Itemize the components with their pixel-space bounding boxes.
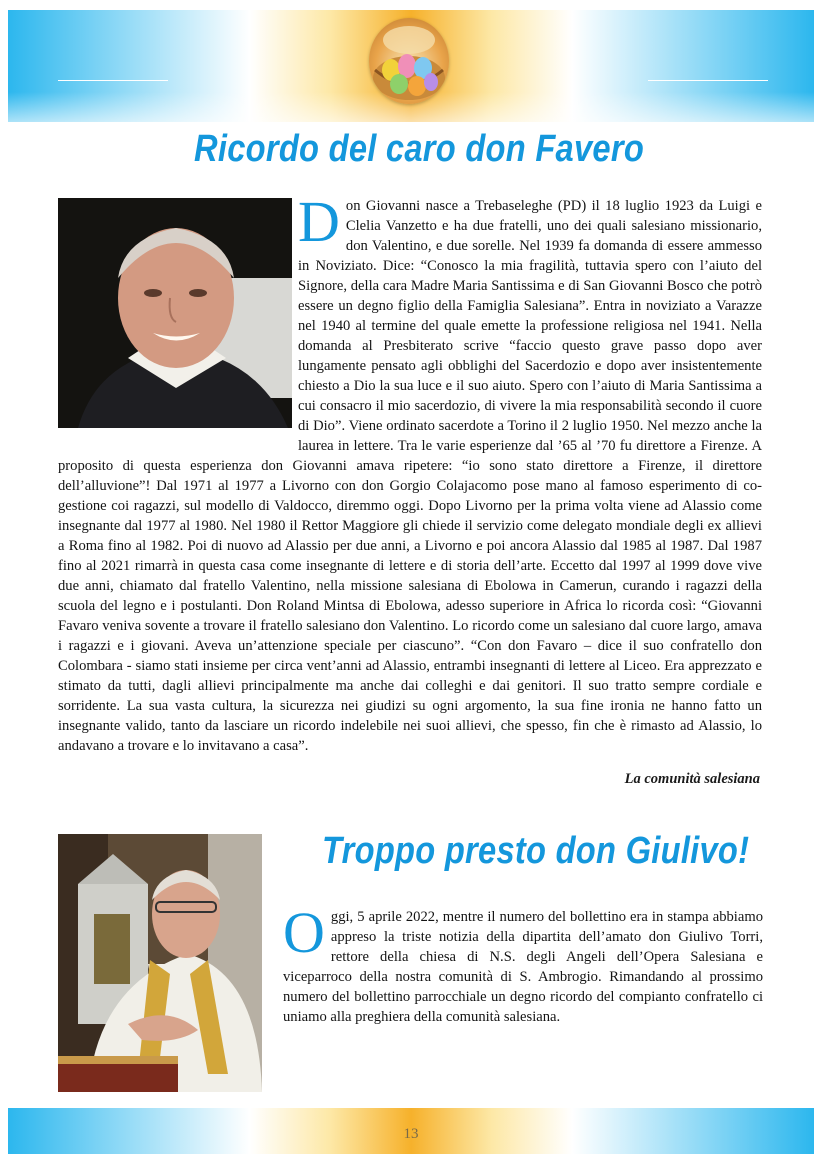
portrait-image-2: [58, 834, 262, 1092]
header-rule-right: [648, 80, 768, 81]
article-body-favero: [58, 189, 762, 756]
photo-wrap-spacer: [58, 196, 298, 444]
dropcap-o: O: [283, 900, 325, 965]
article-signature: La comunità salesiana: [624, 771, 760, 787]
article-body-text-2: ggi, 5 aprile 2022, mentre il numero del bollettino era in stampa abbiamo appreso la triste notizia della dipartita dell’amato don Giulivo Torri, rettore della chiesa di N.S. degli Angeli dell’Opera Salesiana e viceparroco della nostra comunità di S. Ambrogio. Rimandando al prossimo numero del bollettino parrocchiale un degno ricordo del compianto confratello ci uniamo alla preghiera della comunità salesiana.: [283, 909, 763, 1025]
article-title-favero: Ricordo del caro don Favero: [194, 128, 645, 170]
article-body-giulivo: [283, 900, 763, 1027]
dropcap-d: D: [298, 189, 340, 254]
article-title-giulivo: Troppo presto don Giulivo!: [322, 830, 750, 872]
page-number: 13: [403, 1126, 419, 1142]
easter-eggs-icon: [369, 18, 449, 104]
header-rule-left: [58, 80, 168, 81]
easter-basket-emblem: [369, 18, 449, 104]
portrait-photo-don-giulivo: [58, 834, 262, 1092]
article-body-text: on Giovanni nasce a Trebaseleghe (PD) il 18 luglio 1923 da Luigi e Clelia Vanzetto e ha due fratelli, uno dei quali salesiano missionario, don Valentino, e due sorelle. Nel 1939 fa domanda di essere ammesso in Noviziato. Dice: “Conosco la mia fragilità, tuttavia spero con l’aiuto del Signore, della cara Madre Maria Santissima e di San Giovanni Bosco che potrò essere un degno figlio della Famiglia Salesiana”. Entra in noviziato a Varazze nel 1940 al termine del quale emette la professione religiosa nel 1941. Nella domanda al Presbiterato scrive “faccio questo grave passo dopo aver lungamente pensato agli obblighi del Sacerdozio e dopo aver insistentemente chiesto a Dio la sua luce e il suo aiuto. Spero con l’aiuto di Maria Santissima a cui consacro il mio sacerdozio, di vivere la mia responsabilità secondo il cuore di Dio”. Viene ordinato sacerdote a Torino il 2 luglio 1950. Nel mezzo anche la laurea in lettere. Tra le varie esperienze dal ’65 al ’70 fu direttore a Firenze. A proposito di questa esperienza don Giovanni amava ripetere: “io sono stato direttore a Firenze, il direttore dell’alluvione”! Dal 1971 al 1977 a Livorno con don Gorgio Colajacomo pose mano al famoso esperimento di co-gestione coi ragazzi, sul modello di Valdocco, diremmo oggi. Dopo Livorno per la prima volta viene ad Alassio come insegnante dal 1977 al 1980. Nel 1980 il Rettor Maggiore gli chiede il servizio come delegato mondiale degli ex allievi a Roma fino al 1982. Poi di nuovo ad Alassio per due anni, a Livorno e poi ancora Alassio dal 1985 al 1987. Dal 1987 fino al 2021 rimarrà in questa casa come insegnante di lettere e di storia dell’arte. Eccetto dal 1997 al 1999 dove vive due anni, chiamato dal fratello Valentino, nella missione salesiana di Ebolowa in Camerun, curando i ragazzi della scuola del legno e i postulanti. Don Roland Mintsa di Ebolowa, adesso superiore in Africa lo ricorda così: “Giovanni Favaro veniva sovente a trovare il fratello salesiano don Valentino. Lo ricordo come un salesiano dal cuore largo, amava i ragazzi e i giovani. Aveva un’attenzione speciale per ciascuno”. “Con don Favaro – dice il suo confratello don Colombara - siamo stati insieme per circa vent’anni ad Alassio, entrambi insegnanti di lettere al Liceo. Era apprezzato e stimato da tutti, dagli allievi principalmente ma anche dai colleghi e dai genitori. Il suo tratto sempre cordiale e sorridente. La sua vasta cultura, la sicurezza nei giudizi su ogni argomento, la sua fine ironia ne hanno fatto un insegnante valido, tanto da lasciare un ricordo indelebile nei suoi allievi, che spesso, fin che è rimasto ad Alassio, lo andavano a trovare e lo invitavano a casa”.: [58, 198, 762, 754]
